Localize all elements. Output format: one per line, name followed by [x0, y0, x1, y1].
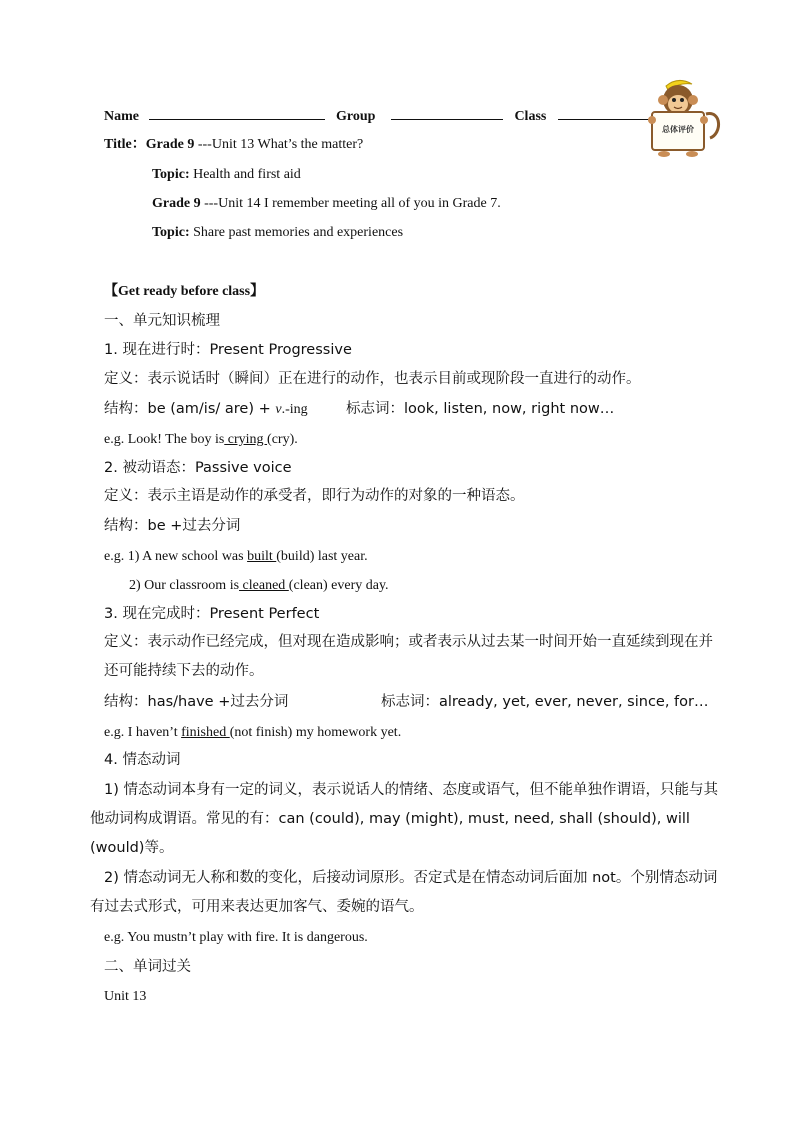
p2-example-1-text: e.g. 1) A new school was — [104, 549, 248, 564]
p2-example-1-answer[interactable]: built — [247, 549, 277, 564]
p3-example-hint: (not finish) my homework yet. — [229, 725, 402, 740]
p1-signal-words: 标志词：look, listen, now, right now… — [346, 401, 615, 417]
unit13-title: ---Unit 13 What’s the matter? — [194, 137, 364, 152]
group-label: Group — [336, 109, 376, 124]
monkey-icon — [644, 74, 722, 160]
topic2-line — [152, 223, 403, 243]
title-line-unit13 — [104, 135, 363, 155]
evaluation-badge — [644, 74, 722, 160]
group-blank[interactable] — [391, 106, 503, 120]
p3-example — [104, 723, 401, 743]
topic1-label: Topic: — [152, 167, 190, 182]
p1-structure-ing: .-ing — [281, 402, 308, 417]
p1-example-text: e.g. Look! The boy is — [104, 432, 225, 447]
topic1-text: Health and first aid — [189, 167, 301, 182]
p1-structure-text: 结构：be (am/is/ are) + — [104, 401, 276, 417]
get-ready-heading: 【Get ready before class】 — [104, 284, 265, 299]
p2-example-2-hint: (clean) every day. — [288, 578, 389, 593]
p2-title: 2. 被动语态：Passive voice — [104, 460, 292, 476]
p1-structure-v: v — [275, 402, 282, 417]
p1-example-answer[interactable]: crying — [224, 432, 268, 447]
part1-heading: 一、单元知识梳理 — [104, 313, 220, 329]
p3-title: 3. 现在完成时：Present Perfect — [104, 606, 320, 622]
title-label: Title： — [104, 137, 146, 152]
topic1-line — [152, 165, 301, 185]
p4-title: 4. 情态动词 — [104, 752, 181, 768]
p2-example-1 — [104, 547, 368, 567]
p2-example-2 — [129, 576, 389, 596]
p2-example-1-hint: (build) last year. — [276, 549, 368, 564]
p2-definition: 定义：表示主语是动作的承受者，即行为动作的对象的一种语态。 — [104, 488, 525, 504]
unit13-label: Unit 13 — [104, 989, 147, 1004]
p1-example — [104, 430, 298, 450]
header-row — [104, 106, 670, 127]
p2-example-2-text: 2) Our classroom is — [129, 578, 240, 593]
name-blank[interactable] — [149, 106, 325, 120]
p3-example-answer[interactable]: finished — [181, 725, 230, 740]
p3-definition: 定义：表示动作已经完成，但对现在造成影响；或者表示从过去某一时间开始一直延续到现在并还可能持续下去的动作。 — [104, 634, 713, 679]
p4-example: e.g. You mustn’t play with fire. It is dangerous. — [104, 930, 368, 945]
part2-heading: 二、单词过关 — [104, 959, 191, 975]
title-line-unit14 — [152, 194, 501, 214]
p3-example-text: e.g. I haven’t — [104, 725, 182, 740]
unit13-grade: Grade 9 — [145, 137, 195, 152]
p1-definition: 定义：表示说话时（瞬间）正在进行的动作，也表示目前或现阶段一直进行的动作。 — [104, 371, 641, 387]
p3-signal-words: 标志词：already, yet, ever, never, since, for… — [381, 694, 709, 710]
name-label: Name — [104, 109, 139, 124]
topic2-text: Share past memories and experiences — [189, 225, 404, 240]
p3-structure: 结构：has/have +过去分词 — [104, 694, 289, 710]
p1-structure — [104, 399, 308, 420]
p4-point-1: 1) 情态动词本身有一定的词义，表示说话人的情绪、态度或语气，但不能单独作谓语，只能与其他动词构成谓语。常见的有：can (could), may (might), must, need, shall (should), will (would)等。 — [90, 782, 718, 856]
unit14-grade: Grade 9 — [152, 196, 201, 211]
topic2-label: Topic: — [152, 225, 190, 240]
p2-structure: 结构：be +过去分词 — [104, 518, 241, 534]
p2-example-2-answer[interactable]: cleaned — [239, 578, 289, 593]
badge-text: 总体评价 — [662, 125, 694, 134]
unit14-title: ---Unit 14 I remember meeting all of you in Grade 7. — [200, 196, 501, 211]
class-label: Class — [514, 109, 547, 124]
p4-point-2: 2) 情态动词无人称和数的变化，后接动词原形。否定式是在情态动词后面加 not。个别情态动词有过去式形式，可用来表达更加客气、委婉的语气。 — [90, 870, 718, 915]
p1-title: 1. 现在进行时：Present Progressive — [104, 342, 352, 358]
p1-example-hint: (cry). — [267, 432, 298, 447]
